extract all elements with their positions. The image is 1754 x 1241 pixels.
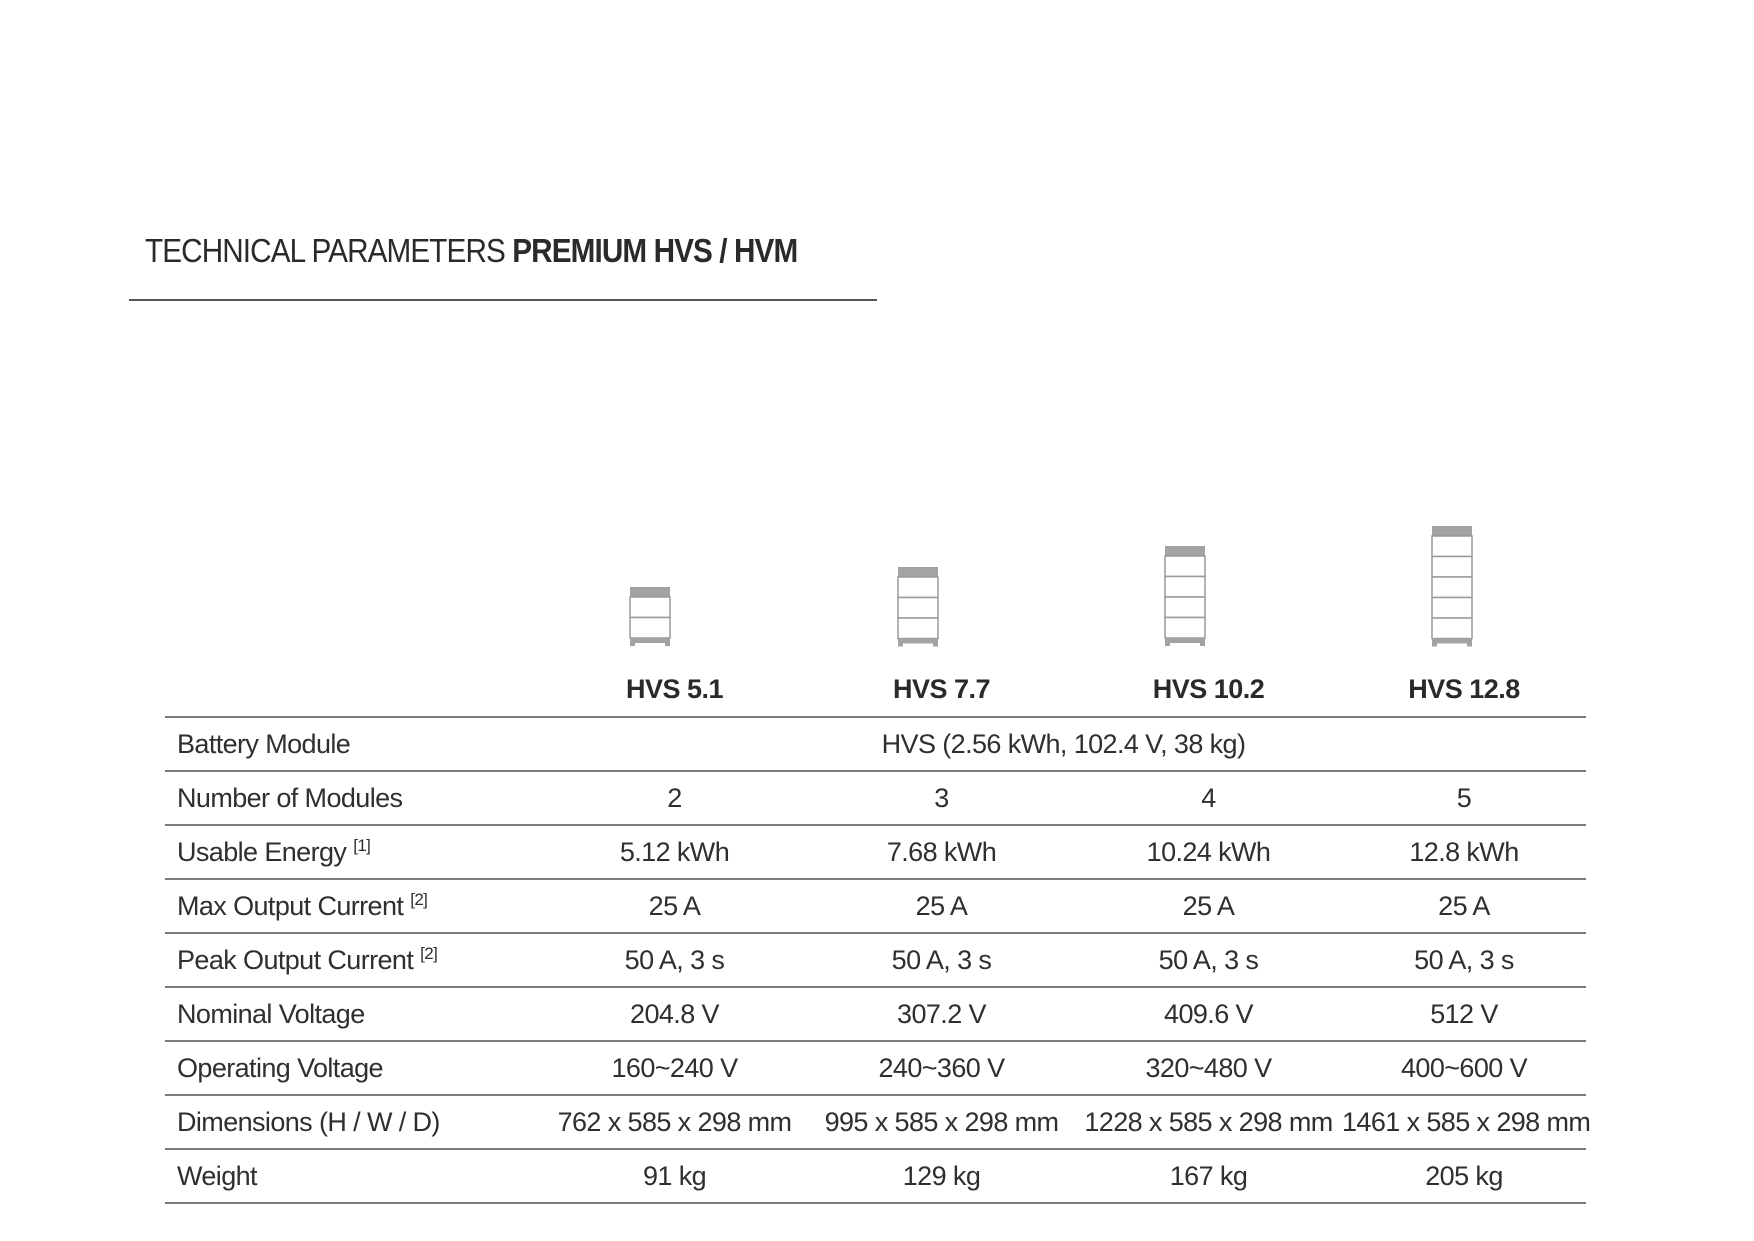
row-value: 2	[541, 771, 808, 825]
battery-module	[1165, 556, 1205, 577]
battery-foot	[898, 644, 903, 647]
row-value: 762 x 585 x 298 mm	[541, 1095, 808, 1149]
battery-cap	[1165, 546, 1205, 556]
row-value: 50 A, 3 s	[1342, 933, 1586, 987]
battery-base	[898, 639, 938, 644]
title-prefix: TECHNICAL PARAMETERS	[145, 232, 505, 269]
battery-module	[1432, 598, 1472, 619]
battery-module	[1432, 536, 1472, 557]
battery-module	[1432, 557, 1472, 578]
battery-module	[1432, 577, 1472, 598]
model-name: HVS 5.1	[541, 662, 808, 717]
row-operating-voltage	[165, 1041, 1586, 1095]
battery-foot	[933, 644, 938, 647]
battery-stack-icon-hvs-12-8	[1430, 526, 1474, 653]
row-label-cell	[165, 879, 541, 933]
battery-module	[1432, 618, 1472, 639]
row-value: 25 A	[1075, 879, 1342, 933]
battery-stack-icon-hvs-10-2	[1163, 546, 1207, 653]
model-name: HVS 12.8	[1342, 662, 1586, 717]
battery-module	[898, 598, 938, 619]
row-value: 409.6 V	[1075, 987, 1342, 1041]
row-label: Battery Module	[165, 717, 541, 771]
row-value: 5.12 kWh	[541, 825, 808, 879]
footnote-ref: [1]	[353, 835, 371, 855]
battery-foot	[630, 643, 635, 646]
model-name: HVS 10.2	[1075, 662, 1342, 717]
row-value: 167 kg	[1075, 1149, 1342, 1203]
row-value: 12.8 kWh	[1342, 825, 1586, 879]
battery-base	[630, 638, 670, 643]
row-label: Dimensions (H / W / D)	[165, 1095, 541, 1149]
row-max-output-current	[165, 879, 1586, 933]
row-value: 400~600 V	[1342, 1041, 1586, 1095]
row-value: 10.24 kWh	[1075, 825, 1342, 879]
row-value: 1461 x 585 x 298 mm	[1342, 1095, 1586, 1149]
row-label: Weight	[165, 1149, 541, 1203]
battery-module	[630, 597, 670, 618]
row-value: 91 kg	[541, 1149, 808, 1203]
battery-cap	[898, 567, 938, 577]
footnote-ref: [2]	[410, 889, 428, 909]
row-nominal-voltage	[165, 987, 1586, 1041]
row-value: 240~360 V	[808, 1041, 1075, 1095]
row-value: 320~480 V	[1075, 1041, 1342, 1095]
row-label: Operating Voltage	[165, 1041, 541, 1095]
row-value: 205 kg	[1342, 1149, 1586, 1203]
row-value: 995 x 585 x 298 mm	[808, 1095, 1075, 1149]
row-value: 512 V	[1342, 987, 1586, 1041]
title-product: PREMIUM HVS / HVM	[512, 232, 798, 269]
row-label-cell	[165, 933, 541, 987]
row-label: Number of Modules	[165, 771, 541, 825]
battery-module	[630, 618, 670, 639]
battery-foot	[1467, 644, 1472, 647]
row-value: 3	[808, 771, 1075, 825]
model-name: HVS 7.7	[808, 662, 1075, 717]
row-value: 1228 x 585 x 298 mm	[1075, 1095, 1342, 1149]
row-label: Usable Energy	[177, 836, 347, 867]
battery-module	[898, 577, 938, 598]
battery-stack-icon-hvs-7-7	[896, 567, 940, 653]
row-value: 25 A	[1342, 879, 1586, 933]
row-dimensions	[165, 1095, 1586, 1149]
row-value: HVS (2.56 kWh, 102.4 V, 38 kg)	[541, 717, 1586, 771]
spec-table	[165, 662, 1591, 1204]
battery-module	[1165, 577, 1205, 598]
battery-cap	[630, 587, 670, 597]
battery-module	[1165, 618, 1205, 639]
row-value: 7.68 kWh	[808, 825, 1075, 879]
battery-base	[1432, 639, 1472, 644]
table-header-row	[165, 662, 1586, 717]
row-value: 50 A, 3 s	[541, 933, 808, 987]
row-label: Peak Output Current	[177, 944, 414, 975]
row-value: 4	[1075, 771, 1342, 825]
battery-module	[898, 618, 938, 639]
row-value: 160~240 V	[541, 1041, 808, 1095]
row-value: 204.8 V	[541, 987, 808, 1041]
row-value: 25 A	[808, 879, 1075, 933]
battery-base	[1165, 638, 1205, 643]
row-peak-output-current	[165, 933, 1586, 987]
row-value: 307.2 V	[808, 987, 1075, 1041]
row-value: 50 A, 3 s	[808, 933, 1075, 987]
battery-foot	[665, 643, 670, 646]
footnote-ref: [2]	[420, 943, 438, 963]
row-weight	[165, 1149, 1586, 1203]
row-value: 5	[1342, 771, 1586, 825]
row-label-cell	[165, 825, 541, 879]
row-value: 50 A, 3 s	[1075, 933, 1342, 987]
battery-module	[1165, 597, 1205, 618]
battery-foot	[1165, 643, 1170, 646]
header-empty	[165, 662, 541, 717]
battery-foot	[1200, 643, 1205, 646]
row-value: 25 A	[541, 879, 808, 933]
row-number-of-modules	[165, 771, 1586, 825]
row-value: 129 kg	[808, 1149, 1075, 1203]
row-battery-module	[165, 717, 1586, 771]
row-usable-energy	[165, 825, 1586, 879]
row-label: Max Output Current	[177, 890, 404, 921]
battery-cap	[1432, 526, 1472, 536]
battery-stack-icon-hvs-5-1	[628, 587, 672, 653]
battery-foot	[1432, 644, 1437, 647]
row-label: Nominal Voltage	[165, 987, 541, 1041]
